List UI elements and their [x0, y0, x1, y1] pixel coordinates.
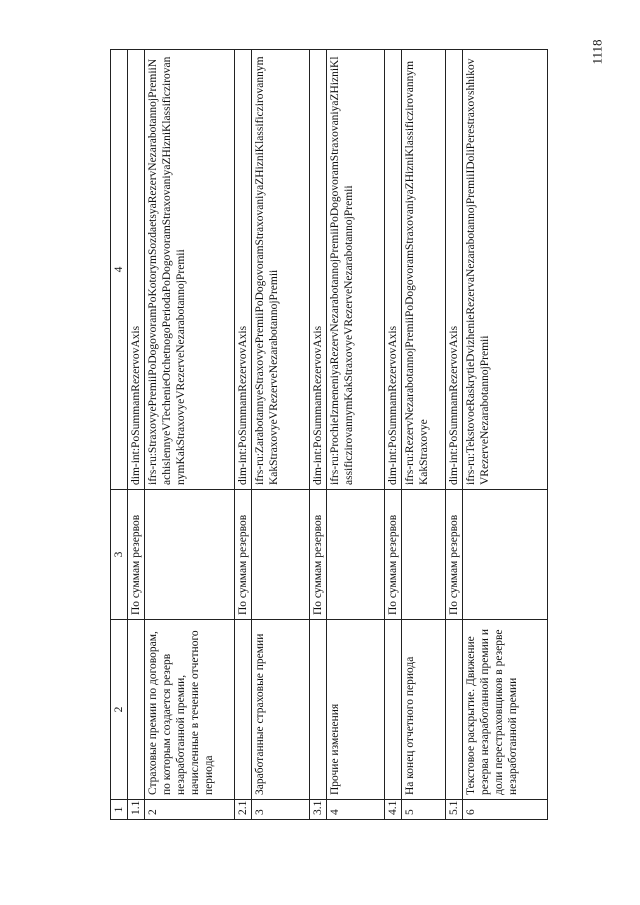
row-name [128, 620, 145, 800]
row-code: 5.1 [446, 800, 463, 820]
row-type [327, 490, 385, 620]
row-name [446, 620, 463, 800]
column-header: 3 [111, 490, 128, 620]
row-name [235, 620, 252, 800]
row-code: 4.1 [385, 800, 402, 820]
column-header: 1 [111, 800, 128, 820]
table-row [128, 50, 145, 820]
table-row [145, 50, 235, 820]
column-header: 4 [111, 50, 128, 490]
row-type [463, 490, 548, 620]
row-type [402, 490, 446, 620]
row-code: 4 [327, 800, 385, 820]
row-name: На конец отчетного периода [402, 620, 446, 800]
row-code: 6 [463, 800, 548, 820]
row-identifier: dim-int:PoSummamRezervovAxis [128, 50, 145, 490]
row-type: По суммам резервов [128, 490, 145, 620]
row-type: По суммам резервов [310, 490, 327, 620]
table-row [310, 50, 327, 820]
row-identifier: dim-int:PoSummamRezervovAxis [235, 50, 252, 490]
table-row [235, 50, 252, 820]
table-row [327, 50, 385, 820]
page-number [578, 22, 618, 82]
row-identifier: ifrs-ru:RezervNezarabotannojPremiiPoDogovoramStraxovaniyaZHizniKlassificzirovannymKakStraxovye [402, 50, 446, 490]
table-row [446, 50, 463, 820]
table-row [252, 50, 310, 820]
row-code: 2.1 [235, 800, 252, 820]
row-code: 5 [402, 800, 446, 820]
table-row [463, 50, 548, 820]
row-identifier: dim-int:PoSummamRezervovAxis [310, 50, 327, 490]
row-identifier: ifrs-ru:ZarabotannyeStraxovyePremiiPoDogovoramStraxovaniyaZHizniKlassificzirovannymKakStraxovyeVRezerveNezarabotannojPremii [252, 50, 310, 490]
row-type: По суммам резервов [235, 490, 252, 620]
row-type [145, 490, 235, 620]
row-name: Текстовое раскрытие. Движение резерва незаработанной премии и доли перестраховщиков в резерве незаработанной премии [463, 620, 548, 800]
row-identifier: ifrs-ru:ProchieIzmeneniyaRezervNezarabotannojPremiiPoDogovoramStraxovaniyaZHizniKlassificzirovannymKakStraxovyeVRezerveNezarabotannojPremii [327, 50, 385, 490]
row-name: Страховые премии по договорам, по которым создается резерв незаработанной премии, начисленные в течение отчетного периода [145, 620, 235, 800]
row-code: 1.1 [128, 800, 145, 820]
row-type [252, 490, 310, 620]
reserve-table [110, 49, 548, 820]
column-header: 2 [111, 620, 128, 800]
row-identifier: dim-int:PoSummamRezervovAxis [446, 50, 463, 490]
table-row [402, 50, 446, 820]
row-code: 2 [145, 800, 235, 820]
table-header-row [111, 50, 128, 820]
row-name [385, 620, 402, 800]
row-type: По суммам резервов [446, 490, 463, 620]
row-type: По суммам резервов [385, 490, 402, 620]
row-identifier: ifrs-ru:TekstovoeRaskrytieDvizhenieRezervaNezarabotannojPremiiIDoliPerestraxovshhikovVRezerveNezarabotannojPremii [463, 50, 548, 490]
row-name [310, 620, 327, 800]
row-name: Заработанные страховые премии [252, 620, 310, 800]
row-identifier: dim-int:PoSummamRezervovAxis [385, 50, 402, 490]
row-code: 3.1 [310, 800, 327, 820]
table-row [385, 50, 402, 820]
row-name: Прочие изменения [327, 620, 385, 800]
row-code: 3 [252, 800, 310, 820]
page-number-text: 1118 [589, 39, 605, 65]
row-identifier: ifrs-ru:StraxovyePremiiPoDogovoramPoKotorymSozdaetsyaRezervNezarabotannojPremiiNachislennyeVTechenieOtchetnogoPeriodaPoDogovoramStraxovaniyaZHizniKlassificzirovannymKakStraxovyeVRezerveNezarabotannojPremii [145, 50, 235, 490]
rotated-page-content [110, 50, 548, 820]
